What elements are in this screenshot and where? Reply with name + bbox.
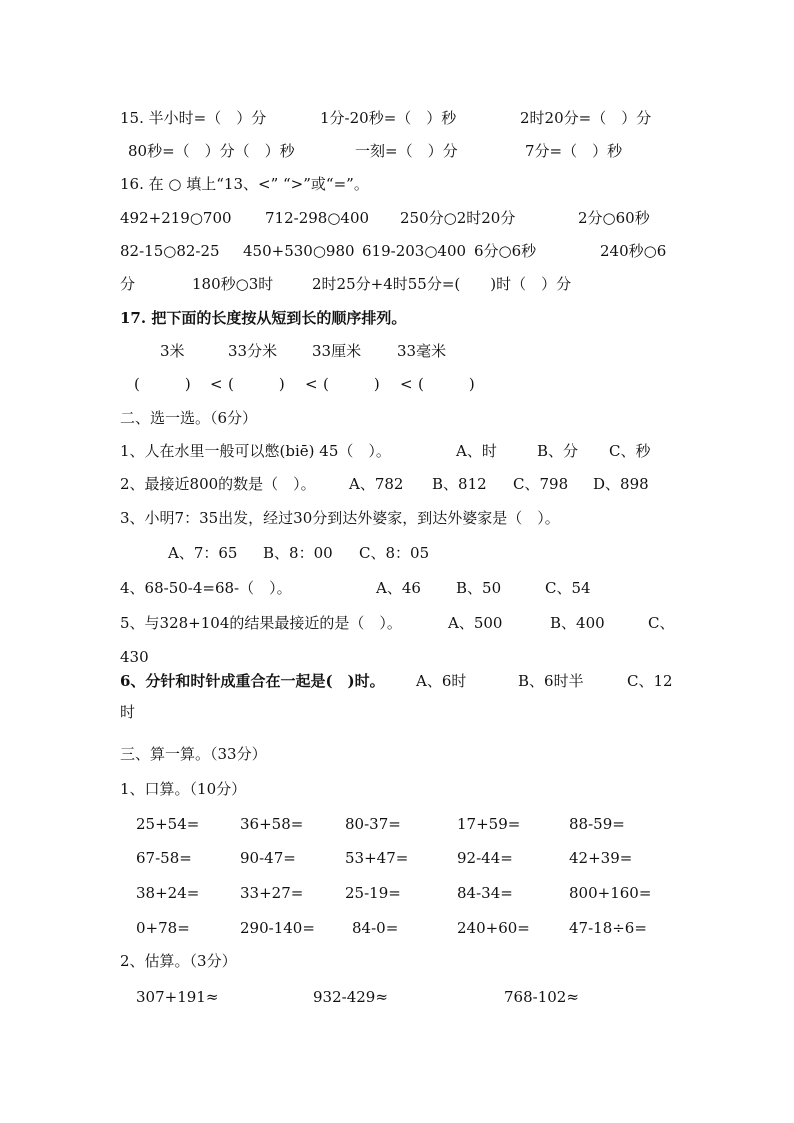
s2-q4-option: C、54 xyxy=(545,579,591,597)
oral-calc-item: 84-34= xyxy=(457,884,513,902)
s2-q2-option: B、812 xyxy=(432,475,487,493)
q15-item-5: 一刻=（ ）分 xyxy=(355,142,458,160)
s2-q1-text: 1、人在水里一般可以憋(biē) 45（ ）。 xyxy=(120,442,391,460)
s2-q5-text: 5、与328+104的结果最接近的是（ ）。 xyxy=(120,614,402,632)
s2-q3-option: B、8：00 xyxy=(263,544,333,562)
q17-title: 17. 把下面的长度按从短到长的顺序排列。 xyxy=(120,309,407,327)
s2-q5-option: A、500 xyxy=(448,614,503,632)
q16-item: 180秒○3时 xyxy=(192,275,274,293)
estimate-item: 307+191≈ xyxy=(136,988,219,1006)
q17-length: 3米 xyxy=(160,342,185,360)
oral-calc-item: 290-140= xyxy=(240,919,315,937)
oral-calc-item: 240+60= xyxy=(457,919,530,937)
oral-calc-item: 0+78= xyxy=(136,919,190,937)
oral-calc-item: 800+160= xyxy=(569,884,652,902)
q17-less-than: < xyxy=(210,375,223,393)
q16-title: 16. 在 ○ 填上“13、<” “>”或“=”。 xyxy=(120,175,369,193)
q16-item: 分 xyxy=(120,275,136,293)
q16-item: 450+530○980 xyxy=(243,242,355,260)
q17-length: 33分米 xyxy=(228,342,278,360)
oral-calc-item: 25+54= xyxy=(136,815,200,833)
q17-length: 33厘米 xyxy=(312,342,362,360)
q16-item: 2分○60秒 xyxy=(578,209,650,227)
s2-q3-option: C、8：05 xyxy=(359,544,430,562)
oral-calc-item: 90-47= xyxy=(240,849,296,867)
s2-q4-option: A、46 xyxy=(376,579,421,597)
s2-q3-option: A、7：65 xyxy=(168,544,238,562)
estimate-item: 768-102≈ xyxy=(504,988,579,1006)
q16-item: 712-298○400 xyxy=(265,209,370,227)
s2-q4-option: B、50 xyxy=(456,579,502,597)
s2-q3-text: 3、小明7：35出发，经过30分到达外婆家，到达外婆家是（ ）。 xyxy=(120,509,560,527)
q16-item: 619-203○400 xyxy=(362,242,467,260)
q17-length: 33毫米 xyxy=(397,342,447,360)
oral-calc-item: 80-37= xyxy=(345,815,401,833)
estimate-item: 932-429≈ xyxy=(313,988,388,1006)
q16-item: 82-15○82-25 xyxy=(120,242,220,260)
oral-calc-title: 1、口算。（10分） xyxy=(120,780,247,798)
oral-calc-item: 42+39= xyxy=(569,849,633,867)
oral-calc-item: 67-58= xyxy=(136,849,192,867)
q16-item: 492+219○700 xyxy=(120,209,232,227)
q15-item-4: 80秒=（ ）分（ ）秒 xyxy=(128,142,295,160)
s2-q1-option: A、时 xyxy=(456,442,497,460)
s2-q5-option: C、 xyxy=(648,614,675,632)
oral-calc-item: 38+24= xyxy=(136,884,200,902)
s2-q2-option: A、782 xyxy=(349,475,404,493)
oral-calc-item: 84-0= xyxy=(352,919,399,937)
s2-q6-text: 6、分针和时针成重合在一起是( )时。 xyxy=(120,672,385,690)
q17-blank: ( ) xyxy=(323,375,380,393)
q16-item: 250分○2时20分 xyxy=(400,209,516,227)
s2-q6-option: A、6时 xyxy=(416,672,467,690)
q17-blank: ( ) xyxy=(418,375,475,393)
q17-less-than: < xyxy=(400,375,413,393)
s2-q2-option: D、898 xyxy=(593,475,649,493)
s2-q6-option: B、6时半 xyxy=(518,672,584,690)
section2-title: 二、选一选。（6分） xyxy=(120,409,258,427)
s2-q2-option: C、798 xyxy=(513,475,569,493)
s2-q2-text: 2、最接近800的数是（ ）。 xyxy=(120,475,316,493)
q15-item-2: 1分-20秒=（ ）秒 xyxy=(320,109,457,127)
q16-item: 6分○6秒 xyxy=(474,242,537,260)
oral-calc-item: 25-19= xyxy=(345,884,401,902)
s2-q4-text: 4、68-50-4=68-（ ）。 xyxy=(120,579,292,597)
estimate-title: 2、估算。（3分） xyxy=(120,952,237,970)
q16-item: 2时25分+4时55分=( )时（ ）分 xyxy=(312,275,572,293)
q15-item-3: 2时20分=（ ）分 xyxy=(520,109,652,127)
q15-item-1: 15. 半小时=（ ）分 xyxy=(120,109,267,127)
q15-item-6: 7分=（ ）秒 xyxy=(525,142,623,160)
section3-title: 三、算一算。（33分） xyxy=(120,745,267,763)
s2-q1-option: C、秒 xyxy=(609,442,651,460)
q17-blank: ( ) xyxy=(134,375,191,393)
oral-calc-item: 17+59= xyxy=(457,815,521,833)
s2-q5-wrap: 430 xyxy=(120,648,149,666)
oral-calc-item: 92-44= xyxy=(457,849,513,867)
oral-calc-item: 53+47= xyxy=(345,849,409,867)
s2-q5-option: B、400 xyxy=(550,614,605,632)
s2-q6-wrap: 时 xyxy=(120,703,136,721)
q16-item: 240秒○6 xyxy=(600,242,667,260)
s2-q1-option: B、分 xyxy=(537,442,579,460)
oral-calc-item: 33+27= xyxy=(240,884,304,902)
q17-blank: ( ) xyxy=(228,375,285,393)
oral-calc-item: 47-18÷6= xyxy=(569,919,647,937)
s2-q6-option: C、12 xyxy=(627,672,673,690)
oral-calc-item: 36+58= xyxy=(240,815,304,833)
q17-less-than: < xyxy=(305,375,318,393)
oral-calc-item: 88-59= xyxy=(569,815,625,833)
